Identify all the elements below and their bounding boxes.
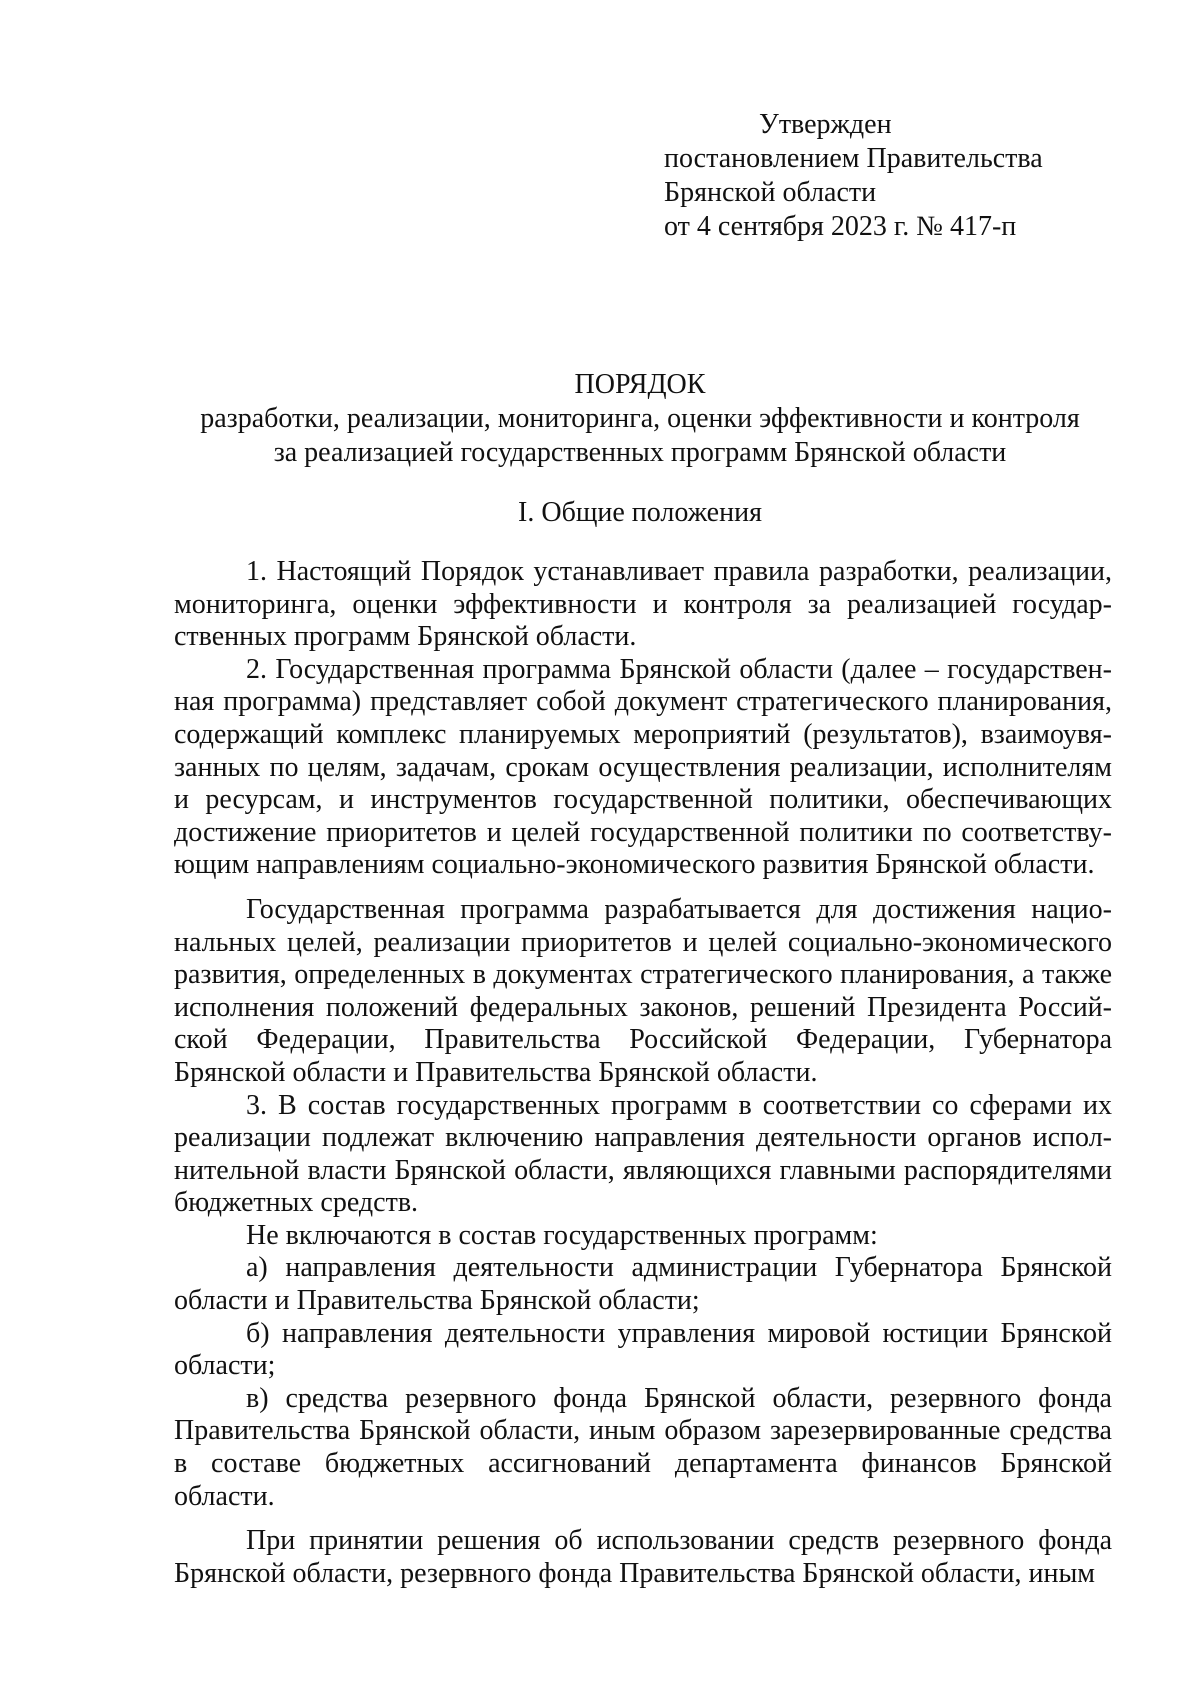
paragraph-8: в) средства резервного фонда Брянской области, резервного фонда Правительства Брянской области, иным образом зарезервированные средства в составе бюджетных ассигнований департамента финансов Брянской области. bbox=[174, 1382, 1112, 1512]
approval-line-date-number: от 4 сентября 2023 г. № 417-п bbox=[664, 211, 1017, 242]
approval-line-approved: Утвержден bbox=[759, 109, 892, 140]
approval-line-region: Брянской области bbox=[664, 177, 877, 208]
paragraph-4: 3. В состав государственных программ в соответствии со сферами их реализации подлежат включению направления деятельности органов исполнительной власти Брянской области, являющихся главными распорядителями бюджетных средств. bbox=[174, 1089, 1112, 1219]
paragraph-2: 2. Государственная программа Брянской области (далее – государственная программа) представляет собой документ стратегического планирования, содержащий комплекс планируемых мероприятий (результатов), взаимоувязанных по целям, задачам, срокам осуществления реализации, исполнителям и ресурсам, и инструментов государственной политики, обеспечивающих достижение приоритетов и целей государственной политики по соответствующим направлениям социально-экономического развития Брянской области. bbox=[174, 653, 1112, 881]
paragraph-9: При принятии решения об использовании средств резервного фонда Брянской области, резервного фонда Правительства Брянской области, иным bbox=[174, 1525, 1112, 1589]
section-heading: I. Общие положения bbox=[518, 497, 762, 528]
paragraph-6: а) направления деятельности администрации Губернатора Брянской области и Правительства Брянской области; bbox=[174, 1252, 1112, 1317]
document-title: ПОРЯДОК bbox=[574, 369, 706, 400]
paragraph-5: Не включаются в состав государственных программ: bbox=[246, 1219, 878, 1251]
approval-stamp bbox=[664, 108, 1043, 244]
document-subtitle-line-2: за реализацией государственных программ Брянской области bbox=[273, 437, 1007, 468]
paragraph-3: Государственная программа разрабатывается для достижения национальных целей, реализации приоритетов и целей социально-экономического развития, определенных в документах стратегического планирования, а также исполнения положений федеральных законов, решений Президента Российской Федерации, Правительства Российской Федерации, Губернатора Брянской области и Правительства Брянской области. bbox=[174, 893, 1112, 1088]
document-subtitle-line-1: разработки, реализации, мониторинга, оценки эффективности и контроля bbox=[200, 403, 1080, 434]
paragraph-7: б) направления деятельности управления мировой юстиции Брянской области; bbox=[174, 1317, 1112, 1382]
approval-line-resolution: постановлением Правительства bbox=[664, 143, 1043, 174]
paragraph-1: 1. Настоящий Порядок устанавливает правила разработки, реализации, мониторинга, оценки эффективности и контроля за реализацией государственных программ Брянской области. bbox=[174, 556, 1112, 653]
document-title-block bbox=[170, 368, 1110, 470]
document-body bbox=[174, 556, 1112, 1590]
